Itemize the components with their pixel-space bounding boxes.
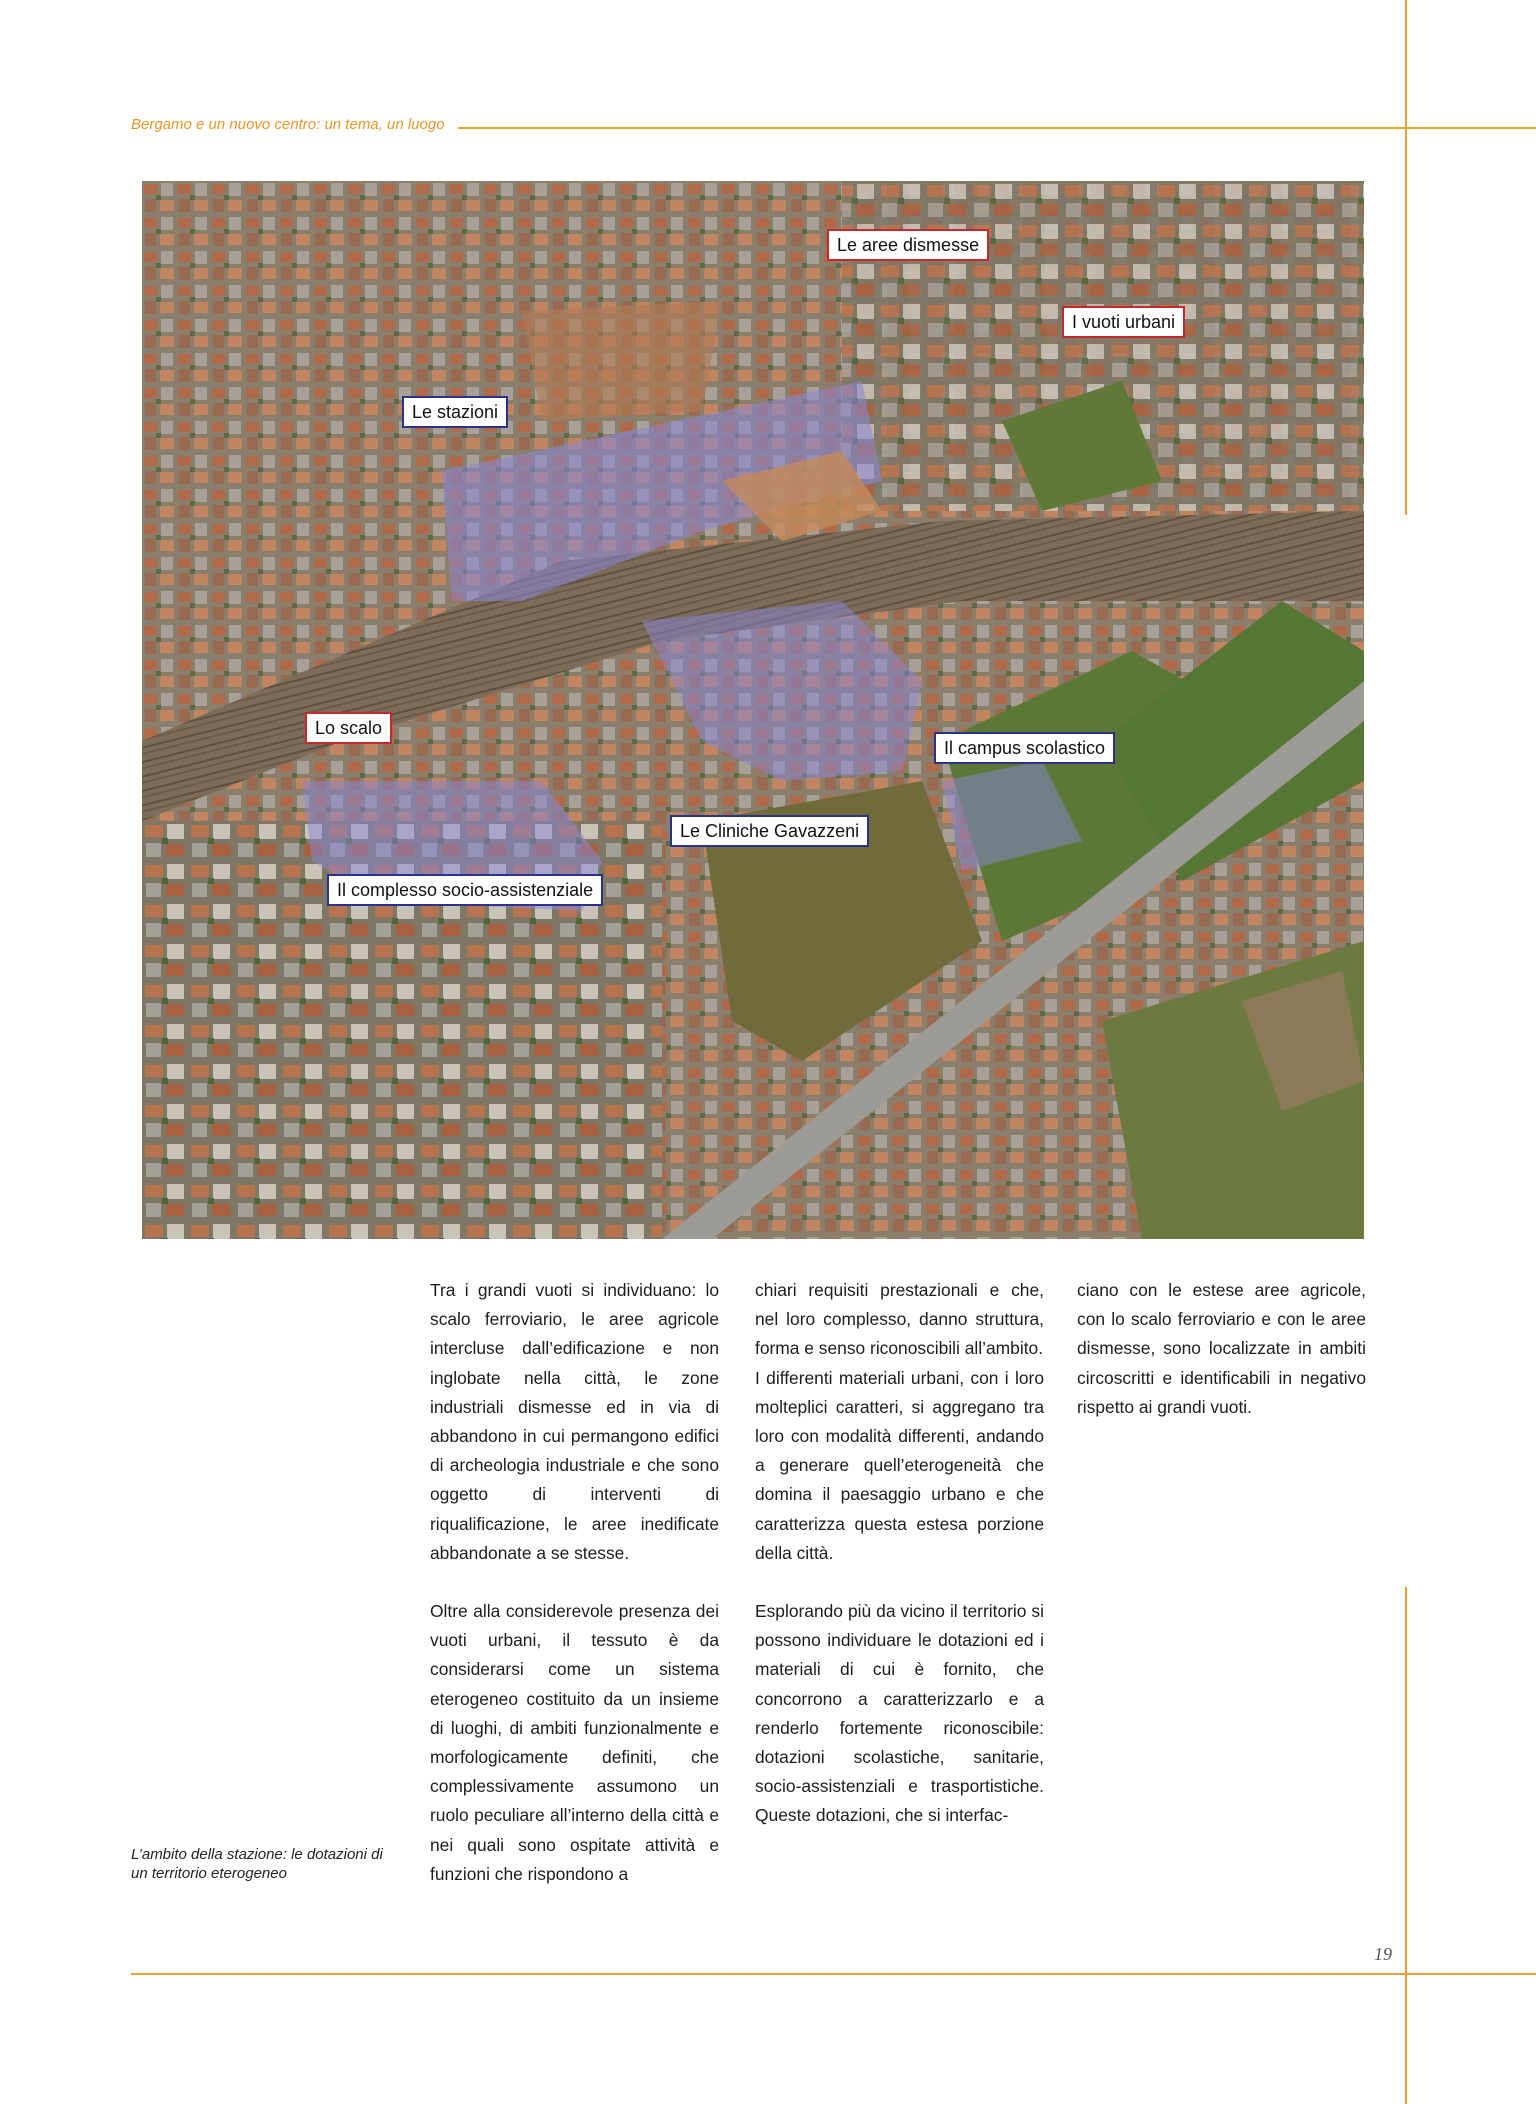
map-label-vuoti-urbani: I vuoti urbani xyxy=(1062,306,1185,338)
page-number: 19 xyxy=(1374,1944,1392,1964)
aerial-photo xyxy=(142,181,1364,1239)
right-vertical-rule-bottom xyxy=(1405,1587,1407,2104)
map-label-cliniche: Le Cliniche Gavazzeni xyxy=(670,815,869,847)
footer-rule xyxy=(131,1973,1536,1975)
paragraph: ciano con le estese aree agricole, con lo scalo ferroviario e con le aree dismesse, sono localizzate in ambiti circoscritti e identificabili in negativo rispetto ai grandi vuoti. xyxy=(1077,1280,1366,1417)
paragraph: Esplorando più da vicino il territorio si possono individuare le dotazioni ed i materiali di cui è fornito, che concorrono a caratterizzarlo e a renderlo fortemente riconoscibile: dotazioni scolastiche, sanitarie, socio-assistenziali e trasportistiche. Queste dotazioni, che si interfac- xyxy=(755,1601,1044,1826)
aerial-map xyxy=(142,181,1364,1239)
map-label-socio-assistenziale: Il complesso socio-assistenziale xyxy=(327,874,603,906)
paragraph: I differenti materiali urbani, con i loro molteplici caratteri, si aggregano tra loro con modalità differenti, andando a generare quell’eterogeneità che domina il paesaggio urbano e che caratterizza questa estesa porzione della città. xyxy=(755,1367,1044,1563)
header-rule xyxy=(458,127,1536,129)
right-vertical-rule-top xyxy=(1405,0,1407,515)
figure-caption: L’ambito della stazione: le dotazioni di un territorio eterogeneo xyxy=(131,1846,383,1882)
text-column-2 xyxy=(755,1276,1044,1831)
paragraph: chiari requisiti prestazionali e che, nel loro complesso, danno struttura, forma e senso riconoscibili all’ambito. xyxy=(755,1280,1044,1359)
map-label-scalo: Lo scalo xyxy=(305,712,392,744)
text-column-3 xyxy=(1077,1276,1366,1422)
paragraph: Oltre alla considerevole presenza dei vuoti urbani, il tessuto è da considerarsi come un sistema eterogeneo costituito da un insieme di luoghi, di ambiti funzionalmente e morfologicamente definiti, che complessivamente assumono un ruolo peculiare all’interno della città e nei quali sono ospitate attività e funzioni che rispondono a xyxy=(430,1601,719,1884)
map-label-campus: Il campus scolastico xyxy=(934,732,1115,764)
text-column-1 xyxy=(430,1276,719,1889)
map-label-stazioni: Le stazioni xyxy=(402,396,508,428)
paragraph: Tra i grandi vuoti si individuano: lo scalo ferroviario, le aree agricole intercluse dall’edificazione e non inglobate nella città, le zone industriali dismesse ed in via di abbandono in cui permangono edifici di archeologia industriale e che sono oggetto di interventi di riqualificazione, le aree inedificate abbandonate a se stesse. xyxy=(430,1280,719,1563)
map-label-aree-dismesse: Le aree dismesse xyxy=(827,229,989,261)
running-title: Bergamo e un nuovo centro: un tema, un luogo xyxy=(131,116,445,133)
